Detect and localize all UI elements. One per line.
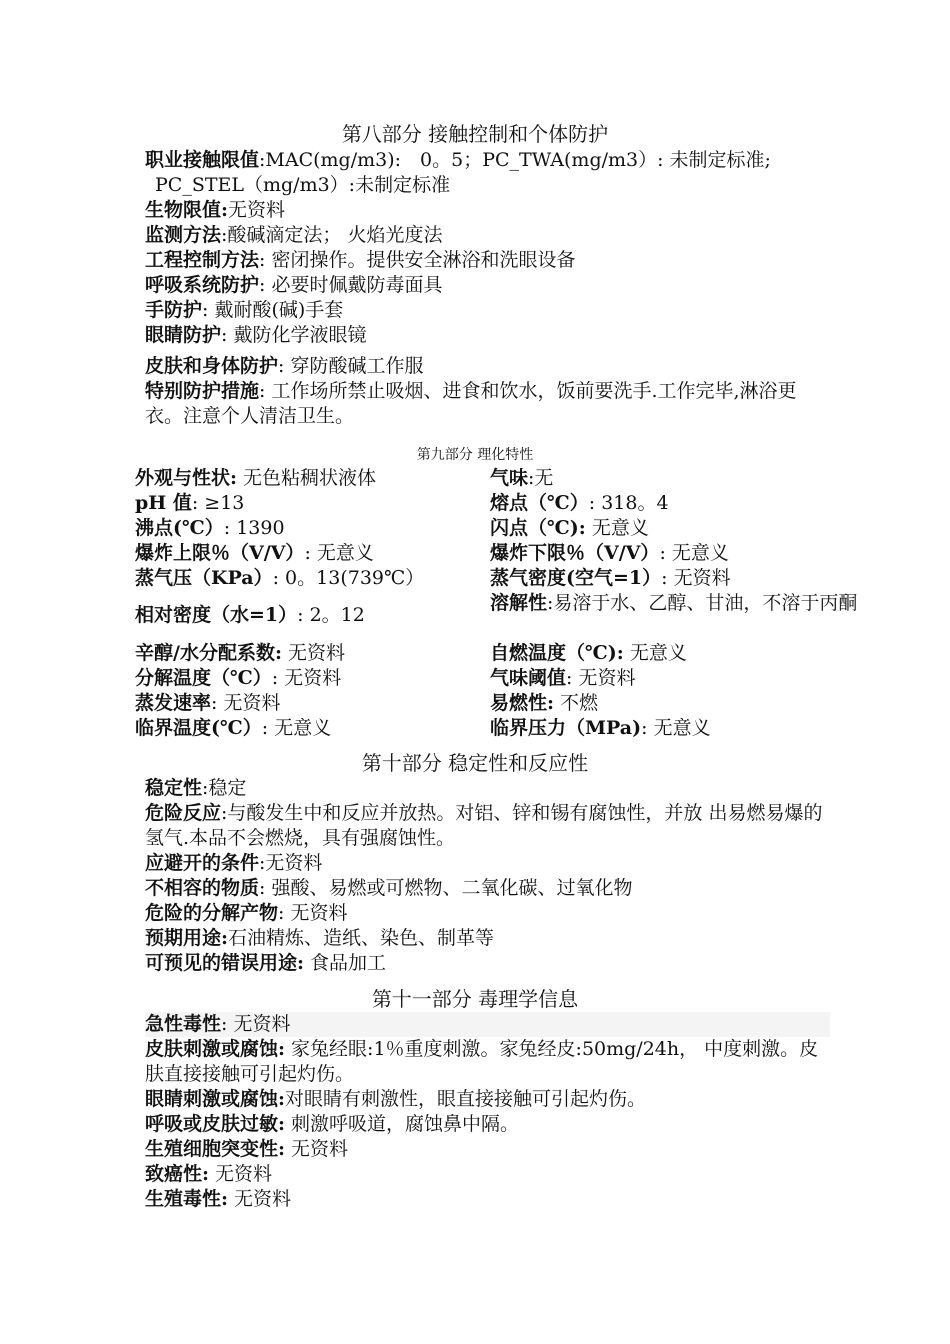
- prop-left-9: [135, 716, 480, 741]
- eye-irritation-label: 眼睛刺激或腐蚀:: [145, 1088, 286, 1110]
- prop-label: 辛醇/水分配系数:: [135, 642, 282, 664]
- sensitization-label: 呼吸或皮肤过敏:: [145, 1113, 286, 1135]
- special-label: 特别防护措施: [145, 380, 260, 402]
- prop-value: : 无意义: [304, 542, 374, 564]
- prop-right-2: [490, 516, 860, 541]
- prop-right-3: [490, 541, 860, 566]
- prop-value: 无资料: [281, 642, 346, 664]
- prop-label: 相对密度（水=1）: [135, 604, 298, 626]
- prop-label: pH 值: [135, 492, 192, 514]
- bio-limit-value: 无资料: [228, 199, 286, 221]
- intended-use-label: 预期用途:: [145, 927, 229, 949]
- engineering-line: [145, 248, 835, 273]
- incompatible-label: 不相容的物质: [145, 877, 260, 899]
- prop-value: : 无意义: [261, 717, 332, 739]
- prop-label: 沸点(℃）: [135, 517, 224, 539]
- prop-value: : 无意义: [641, 717, 711, 739]
- sensitization-line: [145, 1112, 835, 1137]
- prop-label: 临界压力（MPa): [490, 717, 642, 739]
- engineering-value: : 密闭操作。提供安全淋浴和洗眼设备: [259, 249, 576, 271]
- skin-irritation-label: 皮肤刺激或腐蚀:: [145, 1038, 286, 1060]
- skin-label: 皮肤和身体防护: [145, 355, 279, 377]
- prop-left-0: [135, 466, 480, 491]
- section-10-title: 第十部分 稳定性和反应性: [361, 751, 589, 775]
- prop-left-4: [135, 566, 480, 591]
- prop-left-3: [135, 541, 480, 566]
- exposure-limit-value: :MAC(mg/m3): 0。5；PC_TWA(mg/m3）: 未制定标准;: [259, 149, 771, 171]
- eye-label: 眼睛防护: [145, 324, 222, 346]
- prop-value: 无意义: [585, 517, 649, 539]
- monitor-value: :酸碱滴定法； 火焰光度法: [221, 224, 443, 246]
- prop-value: : 无资料: [661, 567, 731, 589]
- prop-right-4: [490, 566, 860, 591]
- prop-label: 气味阈值: [490, 667, 567, 689]
- germ-cell-line: [145, 1137, 835, 1162]
- exposure-limit-value-2: PC_STEL（mg/m3）:未制定标准: [155, 174, 451, 196]
- prop-label: 溶解性: [490, 592, 548, 614]
- reproductive-toxicity-line: [145, 1187, 835, 1212]
- hand-line: [145, 298, 835, 323]
- prop-label: 蒸发速率: [135, 692, 212, 714]
- intended-use-value: 石油精炼、造纸、染色、制革等: [228, 927, 495, 949]
- prop-label: 蒸气密度(空气=1）: [490, 567, 662, 589]
- prop-right-1: [490, 491, 860, 516]
- monitor-line: [145, 223, 835, 248]
- prop-right-8: [490, 691, 860, 716]
- prop-value: : 无意义: [659, 542, 729, 564]
- skin-irritation-line: [145, 1037, 830, 1087]
- incompatible-line: [145, 876, 835, 901]
- prop-value: :易溶于水、乙醇、甘油，不溶于丙酮: [547, 592, 858, 614]
- carcinogenicity-value: 无资料: [209, 1163, 273, 1185]
- prop-label: 熔点（℃）: [490, 492, 589, 514]
- intended-use-line: [145, 926, 835, 951]
- carcinogenicity-label: 致癌性:: [145, 1163, 210, 1185]
- sensitization-value: 刺激呼吸道，腐蚀鼻中隔。: [285, 1113, 520, 1135]
- bio-limit-label: 生物限值:: [145, 199, 229, 221]
- eye-line: [145, 323, 835, 348]
- hand-label: 手防护: [145, 299, 203, 321]
- section-9-title: [0, 443, 950, 468]
- section-11-title: 第十一部分 毒理学信息: [371, 987, 579, 1011]
- hand-value: : 戴耐酸(碱)手套: [202, 299, 344, 321]
- avoid-conditions-label: 应避开的条件: [145, 852, 260, 874]
- reproductive-toxicity-value: 无资料: [228, 1188, 292, 1210]
- monitor-label: 监测方法: [145, 224, 222, 246]
- respiratory-line: [145, 273, 835, 298]
- prop-left-1: [135, 491, 480, 516]
- prop-value: : 2。12: [297, 604, 365, 626]
- prop-left-5: [135, 603, 480, 628]
- eye-irritation-value: 对眼睛有刺激性，眼直接接触可引起灼伤。: [285, 1088, 647, 1110]
- prop-value: 不燃: [554, 692, 599, 714]
- prop-label: 气味: [490, 467, 529, 489]
- engineering-label: 工程控制方法: [145, 249, 260, 271]
- section-8-title: 第八部分 接触控制和个体防护: [341, 122, 609, 146]
- prop-right-7: [490, 666, 860, 691]
- prop-label: 爆炸下限％（V/V）: [490, 542, 660, 564]
- acute-toxicity-label: 急性毒性: [145, 1013, 222, 1035]
- special-line: [145, 379, 830, 429]
- respiratory-label: 呼吸系统防护: [145, 274, 260, 296]
- prop-left-6: [135, 641, 480, 666]
- respiratory-value: : 必要时佩戴防毒面具: [259, 274, 443, 296]
- prop-right-9: [490, 716, 860, 741]
- hazard-reaction-line: [145, 801, 830, 851]
- germ-cell-label: 生殖细胞突变性:: [145, 1138, 286, 1160]
- prop-left-7: [135, 666, 480, 691]
- prop-value: : 1390: [223, 517, 285, 539]
- prop-value: : 无资料: [271, 667, 342, 689]
- special-value: : 工作场所禁止吸烟、进食和饮水，饭前要洗手.工作完毕,淋浴更衣。注意个人清洁卫生。: [145, 380, 797, 427]
- prop-value: 无色粘稠状液体: [237, 467, 377, 489]
- section-9-title-b: 理化特性: [472, 447, 534, 463]
- prop-value: : 318。4: [588, 492, 669, 514]
- eye-irritation-line: [145, 1087, 835, 1112]
- prop-left-8: [135, 691, 480, 716]
- prop-label: 自燃温度（℃):: [490, 642, 624, 664]
- decomposition-label: 危险的分解产物: [145, 902, 279, 924]
- acute-toxicity-value: : 无资料: [221, 1013, 291, 1035]
- reproductive-toxicity-label: 生殖毒性:: [145, 1188, 229, 1210]
- exposure-limit-line: [145, 148, 835, 173]
- stability-label: 稳定性: [145, 777, 203, 799]
- prop-left-2: [135, 516, 480, 541]
- carcinogenicity-line: [145, 1162, 835, 1187]
- bio-limit-line: [145, 198, 835, 223]
- prop-label: 爆炸上限％（V/V）: [135, 542, 305, 564]
- stability-line: [145, 776, 835, 801]
- prop-value: : 0。13(739℃）: [272, 567, 425, 589]
- skin-value: : 穿防酸碱工作服: [278, 355, 424, 377]
- prop-value: 无意义: [623, 642, 687, 664]
- prop-label: 分解温度（℃）: [135, 667, 272, 689]
- exposure-limit-line-2: [155, 173, 845, 198]
- avoid-conditions-line: [145, 851, 835, 876]
- decomposition-value: : 无资料: [278, 902, 348, 924]
- prop-value: : 无资料: [566, 667, 636, 689]
- hazard-reaction-label: 危险反应: [145, 802, 222, 824]
- prop-value: : ≥13: [191, 492, 245, 514]
- germ-cell-value: 无资料: [285, 1138, 349, 1160]
- stability-value: :稳定: [202, 777, 247, 799]
- incompatible-value: : 强酸、易燃或可燃物、二氧化碳、过氧化物: [259, 877, 633, 899]
- prop-right-5: [490, 591, 860, 616]
- prop-value: : 无资料: [211, 692, 281, 714]
- skin-irritation-value: 家兔经眼:1％重度刺激。家兔经皮:50mg/24h， 中度刺激。皮肤直接接触可引起灼伤。: [145, 1038, 819, 1085]
- prop-label: 蒸气压（KPa）: [135, 567, 273, 589]
- prop-label: 临界温度(℃）: [135, 717, 262, 739]
- prop-right-6: [490, 641, 860, 666]
- hazard-reaction-value: :与酸发生中和反应并放热。对铝、锌和锡有腐蚀性，并放 出易燃易爆的氢气.本品不会燃烧，具有强腐蚀性。: [145, 802, 823, 849]
- prop-right-0: [490, 466, 860, 491]
- avoid-conditions-value: :无资料: [259, 852, 323, 874]
- prop-value: :无: [528, 467, 554, 489]
- skin-line: [145, 354, 835, 379]
- eye-value: : 戴防化学液眼镜: [221, 324, 367, 346]
- prop-label: 易燃性:: [490, 692, 555, 714]
- misuse-label: 可预见的错误用途:: [145, 952, 305, 974]
- acute-toxicity-line: [145, 1012, 830, 1037]
- prop-label: 外观与性状:: [135, 467, 238, 489]
- exposure-limit-label: 职业接触限值: [145, 149, 260, 171]
- section-9-title-a: 第九部分: [416, 447, 473, 463]
- decomposition-line: [145, 901, 835, 926]
- misuse-line: [145, 951, 835, 976]
- prop-label: 闪点（℃):: [490, 517, 586, 539]
- misuse-value: 食品加工: [304, 952, 387, 974]
